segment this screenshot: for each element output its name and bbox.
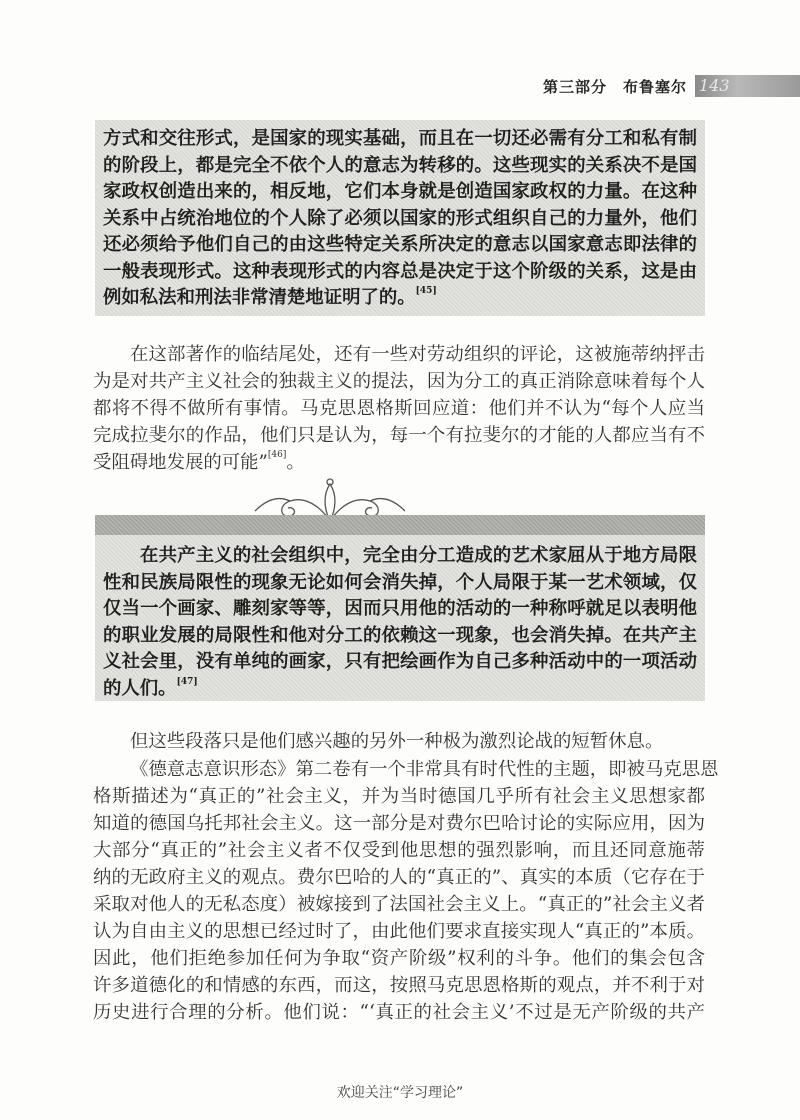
footnote-ref: [45]	[415, 286, 437, 296]
text-line: 纳的无政府主义的观点。费尔巴哈的人的“真正的”、真实的本质（它存在于	[93, 867, 705, 888]
quote-line-last	[103, 285, 697, 312]
quote-text: 例如私法和刑法非常清楚地证明了的。	[103, 287, 416, 308]
quote-line: 在共产主义的社会组织中，完全由分工造成的艺术家屈从于地方局限	[140, 545, 697, 566]
text: 受阻碍地发展的可能”	[93, 452, 268, 473]
quote-box-1	[95, 120, 705, 316]
quote-line: 方式和交往形式，是国家的现实基础，而且在一切还必需有分工和私有制	[103, 128, 697, 149]
quote-line: 还必须给予他们自己的由这些特定关系所决定的意志以国家意志即法律的	[103, 234, 697, 255]
text-line: 因此，他们拒绝参加任何为争取“资产阶级”权利的斗争。他们的集会包含	[93, 948, 705, 969]
quote-line: 一般表现形式。这种表现形式的内容总是决定于这个阶级的关系，这是由	[103, 260, 697, 282]
quote-line: 的职业发展的局限性和他对分工的依赖这一现象，也会消失掉。在共产主	[103, 624, 697, 646]
text-line: 知道的德国乌托邦社会主义。这一部分是对费尔巴哈讨论的实际应用，因为	[93, 813, 705, 834]
page-number: 143	[695, 75, 800, 97]
quote-line-last	[103, 676, 697, 703]
text-line: 在这部著作的临结尾处，还有一些对劳动组织的评论，这被施蒂纳抨击	[130, 344, 705, 365]
text-line-last	[93, 449, 705, 476]
text-line: 《德意志意识形态》第二卷有一个非常具有时代性的主题，即被马克思恩	[130, 759, 719, 780]
text-line: 大部分“真正的”社会主义者不仅受到他思想的强烈影响，而且还同意施蒂	[93, 840, 705, 861]
quote-line: 关系中占统治地位的个人除了必须以国家的形式组织自己的力量外，他们	[103, 207, 697, 229]
text-line: 完成拉斐尔的作品，他们只是认为，每一个有拉斐尔的才能的人都应当有不	[93, 425, 705, 446]
page-footer: 欢迎关注“学习理论”	[336, 1085, 464, 1101]
text-line: 格斯描述为“真正的”社会主义，并为当时德国几乎所有社会主义思想家都	[93, 786, 705, 807]
section-title: 第三部分 布鲁塞尔	[542, 77, 687, 96]
quote-box-band	[95, 515, 705, 535]
quote-box-2	[95, 515, 705, 701]
quote-text: 的人们。	[103, 677, 177, 699]
text-line: 认为自由主义的思想已经过时了，由此他们要求直接实现人“真正的”本质。	[93, 921, 705, 942]
quote-line: 性和民族局限性的现象无论如何会消失掉，个人局限于某一艺术领域，仅	[103, 571, 697, 593]
paragraph-1	[93, 341, 705, 476]
text-line: 但这些段落只是他们感兴趣的另外一种极为激烈论战的短暂休息。	[130, 731, 664, 752]
text-end: 。	[286, 452, 305, 473]
running-header	[543, 74, 800, 98]
text-line: 历史进行合理的分析。他们说：“‘真正的社会主义’不过是无产阶级的共产	[93, 1002, 705, 1023]
paragraph-3	[93, 756, 719, 1026]
text-line: 为是对共产主义社会的独裁主义的提法，因为分工的真正消除意味着每个人	[93, 371, 705, 392]
footnote-ref: [47]	[176, 676, 198, 687]
text-line: 采取对他人的无私态度）被嫁接到了法国社会主义上。“真正的”社会主义者	[93, 894, 705, 915]
footnote-ref: [46]	[267, 450, 287, 460]
quote-line: 的阶段上，都是完全不依个人的意志为转移的。这些现实的关系决不是国	[103, 154, 697, 176]
quote-line: 义社会里，没有单纯的画家，只有把绘画作为自己多种活动中的一项活动	[103, 651, 697, 672]
quote-line: 家政权创造出来的，相反地，它们本身就是创造国家政权的力量。在这种	[103, 181, 697, 202]
paragraph-2	[93, 728, 705, 755]
text-line: 都将不得不做所有事情。马克思恩格斯回应道：他们并不认为“每个人应当	[93, 398, 705, 419]
text-line: 许多道德化的和情感的东西，而这，按照马克思恩格斯的观点，并不利于对	[93, 975, 705, 996]
quote-line: 仅当一个画家、雕刻家等等，因而只用他的活动的一种称呼就足以表明他	[103, 598, 697, 619]
